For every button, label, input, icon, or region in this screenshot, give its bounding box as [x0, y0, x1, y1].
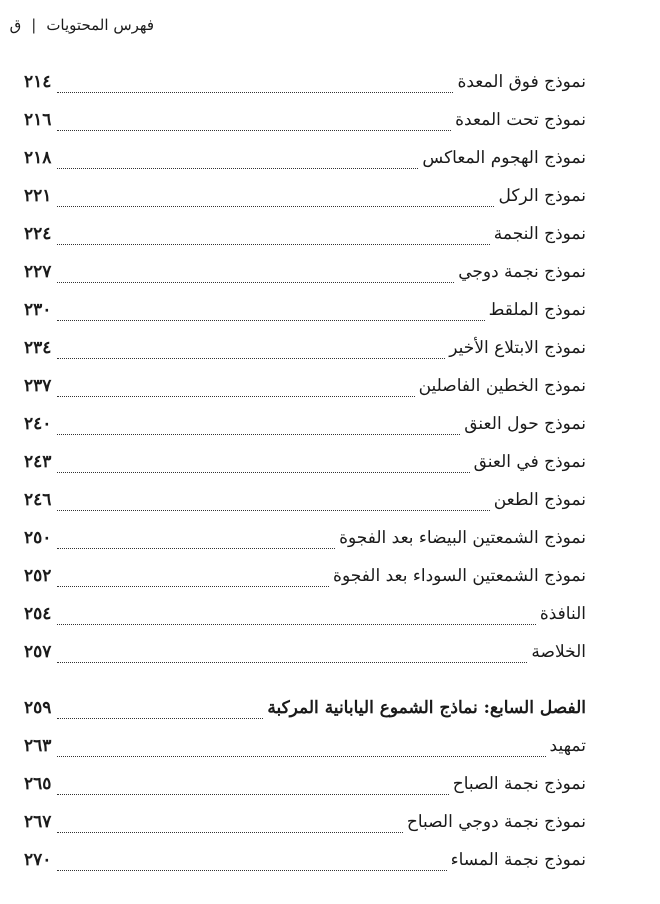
toc-entry-title: نموذج الركل	[498, 186, 586, 206]
toc-entry-page: ٢٧٠	[24, 850, 52, 870]
toc-entry[interactable]	[24, 186, 586, 212]
toc-entry[interactable]	[24, 414, 586, 440]
dot-leader	[57, 282, 454, 283]
dot-leader	[57, 624, 535, 625]
toc-entry-page: ٢١٦	[24, 110, 52, 130]
toc-entry-page: ٢٥٠	[24, 528, 52, 548]
chapter-title: الفصل السابع: نماذج الشموع اليابانية المركبة	[267, 698, 586, 718]
dot-leader	[57, 832, 402, 833]
toc-entry[interactable]	[24, 566, 586, 592]
header-page-letter: ق	[9, 16, 22, 34]
toc-entry-page: ٢٦٧	[24, 812, 52, 832]
toc-entry-title: نموذج في العنق	[473, 452, 586, 472]
toc-chapter-heading[interactable]	[24, 698, 586, 724]
toc-entry-page: ٢٢١	[24, 186, 52, 206]
toc-entry-page: ٢١٨	[24, 148, 52, 168]
toc-entry[interactable]	[24, 262, 586, 288]
toc-entry-page: ٢٦٣	[24, 736, 52, 756]
dot-leader	[57, 662, 527, 663]
toc-entry-page: ٢٣٠	[24, 300, 52, 320]
toc-entry-title: نموذج نجمة دوجي الصباح	[406, 812, 586, 832]
toc-entry-title: نموذج نجمة الصباح	[452, 774, 586, 794]
toc-entry-page: ٢٥٢	[24, 566, 52, 586]
dot-leader	[57, 244, 489, 245]
toc-entry-title: نموذج تحت المعدة	[455, 110, 586, 130]
toc-entry-page: ٢٤٠	[24, 414, 52, 434]
toc-entry-title: تمهيد	[549, 736, 586, 756]
toc-entry[interactable]	[24, 850, 586, 876]
dot-leader	[57, 472, 469, 473]
toc-entry-page: ٢٣٧	[24, 376, 52, 396]
toc-entry[interactable]	[24, 736, 586, 762]
toc-entry-page: ٢٤٣	[24, 452, 52, 472]
dot-leader	[57, 756, 545, 757]
toc-entry-page: ٢٥٧	[24, 642, 52, 662]
toc-entry[interactable]	[24, 224, 586, 250]
dot-leader	[57, 794, 448, 795]
toc-entry-title: نموذج النجمة	[493, 224, 586, 244]
toc-entry[interactable]	[24, 642, 586, 668]
dot-leader	[57, 396, 414, 397]
toc-entry[interactable]	[24, 528, 586, 554]
dot-leader	[57, 434, 460, 435]
dot-leader	[57, 130, 451, 131]
toc-entry[interactable]	[24, 452, 586, 478]
toc-entry-title: نموذج نجمة دوجي	[458, 262, 586, 282]
dot-leader	[57, 586, 329, 587]
toc-entry-title: نموذج الابتلاع الأخير	[449, 338, 586, 358]
dot-leader	[57, 92, 453, 93]
toc-entry-title: نموذج الملقط	[488, 300, 586, 320]
toc-entry-page: ٢٢٧	[24, 262, 52, 282]
header-title: فهرس المحتويات	[46, 16, 154, 34]
toc-entry[interactable]	[24, 812, 586, 838]
toc-entry-title: نموذج الشمعتين السوداء بعد الفجوة	[333, 566, 586, 586]
dot-leader	[57, 870, 446, 871]
toc-entry[interactable]	[24, 490, 586, 516]
toc-entry-title: نموذج الشمعتين البيضاء بعد الفجوة	[339, 528, 586, 548]
toc-entry[interactable]	[24, 110, 586, 136]
toc-entry[interactable]	[24, 148, 586, 174]
toc-entry-title: نموذج نجمة المساء	[450, 850, 586, 870]
dot-leader	[57, 168, 418, 169]
toc-entry[interactable]	[24, 774, 586, 800]
toc-entry-title: النافذة	[539, 604, 586, 624]
toc-entry-title: نموذج فوق المعدة	[457, 72, 586, 92]
toc-entry[interactable]	[24, 338, 586, 364]
dot-leader	[57, 206, 494, 207]
dot-leader	[57, 510, 489, 511]
toc-entry[interactable]	[24, 604, 586, 630]
header-separator: |	[31, 16, 37, 34]
toc-entry-title: الخلاصة	[531, 642, 586, 662]
toc-entry[interactable]	[24, 72, 586, 98]
toc-entry-title: نموذج الطعن	[493, 490, 586, 510]
toc-entry[interactable]	[24, 376, 586, 402]
dot-leader	[57, 320, 484, 321]
toc-entry-page: ٢٢٤	[24, 224, 52, 244]
dot-leader	[57, 718, 263, 719]
toc-entry-page: ٢١٤	[24, 72, 52, 92]
toc-entry-page: ٢٥٤	[24, 604, 52, 624]
toc-entry-page: ٢٤٦	[24, 490, 52, 510]
toc-entry-title: نموذج الهجوم المعاكس	[422, 148, 586, 168]
toc-entry-page: ٢٣٤	[24, 338, 52, 358]
toc-entry[interactable]	[24, 300, 586, 326]
dot-leader	[57, 548, 335, 549]
dot-leader	[57, 358, 445, 359]
toc-entry-page: ٢٦٥	[24, 774, 52, 794]
toc-entry-title: نموذج حول العنق	[464, 414, 586, 434]
running-header	[10, 16, 154, 34]
chapter-page: ٢٥٩	[24, 698, 52, 718]
toc-entry-title: نموذج الخطين الفاصلين	[418, 376, 586, 396]
